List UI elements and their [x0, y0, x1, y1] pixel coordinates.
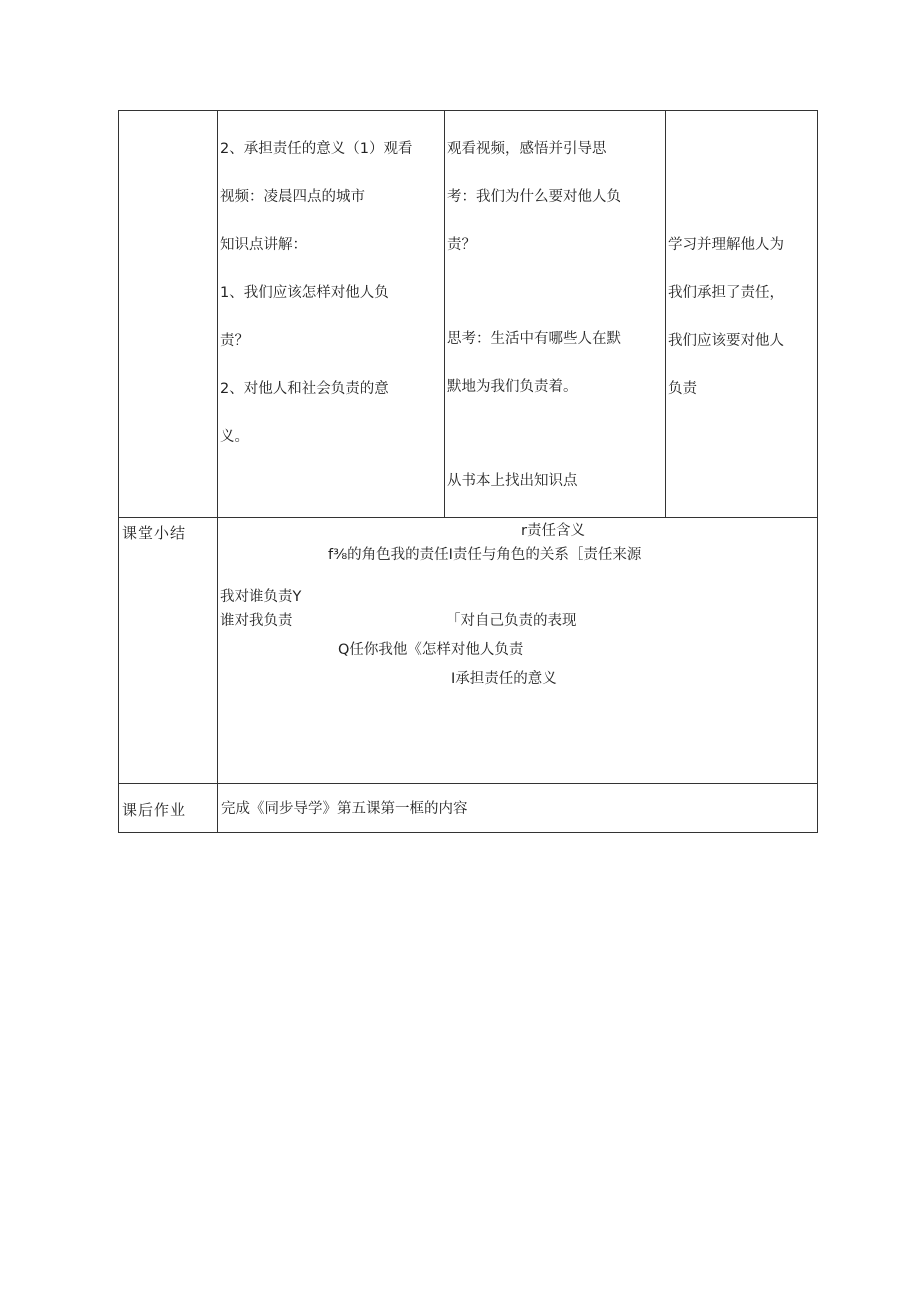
content-line: 2、承担责任的意义（1）观看 [220, 141, 413, 157]
activity-line: 从书本上找出知识点 [447, 473, 578, 489]
intent-line: 负责 [668, 381, 697, 397]
summary-label: 课堂小结 [122, 524, 187, 542]
intent-line: 我们应该要对他人 [668, 333, 784, 349]
teaching-process-row [119, 111, 818, 518]
design-intent-cell [666, 111, 818, 518]
activity-line: 默地为我们负责着。 [447, 379, 578, 395]
summary-line-4b: 「对自己负责的表现 [446, 613, 577, 629]
teacher-activity-cell [445, 111, 666, 518]
teaching-content-text [218, 111, 444, 473]
summary-line-5: Q任你我他《怎样对他人负责 [338, 642, 524, 658]
summary-line-2: f⅜的角色我的责任I责任与角色的关系［责任来源 [328, 547, 642, 563]
teaching-content-cell [218, 111, 445, 518]
summary-diagram [218, 518, 817, 783]
summary-line-4a: 谁对我负责 [220, 613, 293, 629]
summary-content-cell [218, 518, 818, 784]
intent-line: 我们承担了责任， [668, 285, 784, 301]
row-label-cell-empty [119, 111, 218, 518]
summary-line-1: r责任含义 [521, 523, 585, 539]
homework-label-cell [119, 784, 218, 833]
content-line: 2、对他人和社会负责的意 [220, 381, 389, 397]
summary-label-cell [119, 518, 218, 784]
row-label-text [119, 111, 217, 113]
homework-text: 完成《同步导学》第五课第一框的内容 [221, 801, 468, 817]
intent-line: 学习并理解他人为 [668, 237, 784, 253]
homework-row [119, 784, 818, 833]
class-summary-row [119, 518, 818, 784]
content-line: 1、我们应该怎样对他人负 [220, 285, 389, 301]
content-line: 视频：凌晨四点的城市 [220, 189, 365, 205]
activity-line: 责？ [447, 237, 476, 253]
activity-line: 观看视频，感悟并引导思 [447, 141, 607, 157]
activity-line: 思考：生活中有哪些人在默 [447, 331, 621, 347]
content-line: 知识点讲解： [220, 237, 307, 253]
homework-label: 课后作业 [122, 801, 187, 819]
content-line: 义。 [220, 429, 249, 445]
summary-line-3: 我对谁负责Y [220, 589, 302, 605]
summary-line-6: I承担责任的意义 [451, 671, 557, 687]
lesson-plan-table [118, 110, 818, 833]
homework-content-cell [218, 784, 818, 833]
activity-line: 考：我们为什么要对他人负 [447, 189, 621, 205]
teacher-activity-text [445, 111, 665, 517]
design-intent-text [666, 111, 817, 425]
content-line: 责？ [220, 333, 249, 349]
